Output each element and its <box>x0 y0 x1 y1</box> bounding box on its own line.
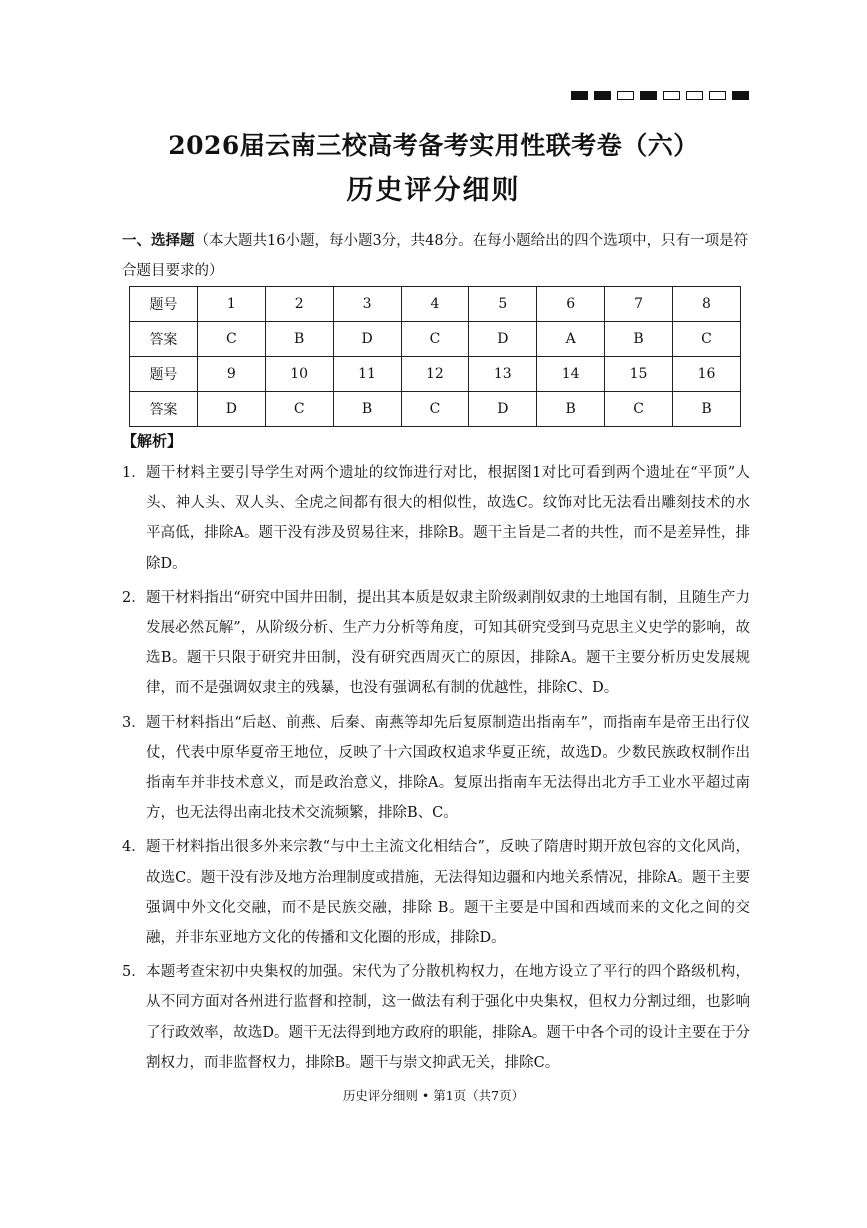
marker-block <box>594 91 611 100</box>
marker-block <box>686 91 703 100</box>
table-cell: 2 <box>265 287 333 322</box>
marker-block <box>640 91 657 100</box>
table-cell: 题号 <box>130 357 198 392</box>
item-number: 3． <box>122 714 146 731</box>
table-cell: 答案 <box>130 322 198 357</box>
table-cell: A <box>537 322 605 357</box>
marker-block <box>709 91 726 100</box>
table-cell: C <box>401 322 469 357</box>
section-instructions: （本大题共16小题，每小题3分，共48分。在每小题给出的四个选项中，只有一项是符合题目要求的） <box>122 233 749 279</box>
section-heading: 一、选择题 <box>122 232 195 249</box>
page-footer: 历史评分细则 • 第1页（共7页） <box>342 1088 525 1103</box>
table-cell: 题号 <box>130 287 198 322</box>
item-text: 本题考查宋初中央集权的加强。宋代为了分散机构权力，在地方设立了平行的四个路级机构，从不同方面对各州进行监督和控制，这一做法有利于强化中央集权，但权力分割过细，也影响了行政效率，故选D。题干无法得到地方政府的职能，排除A。题干中各个司的设计主要在于分割权力，而非监督权力，排除B。题干与崇文抑武无关，排除C。 <box>146 964 750 1071</box>
item-number: 1． <box>122 465 146 481</box>
table-cell: 4 <box>401 287 469 322</box>
list-item <box>122 583 750 704</box>
table-cell: 11 <box>333 357 401 392</box>
item-text: 题干材料主要引导学生对两个遗址的纹饰进行对比，根据图1对比可看到两个遗址在“平顶”人头、神人头、双人头、全虎之间都有很大的相似性，故选C。纹饰对比无法看出雕刻技术的水平高低，排除A。题干没有涉及贸易往来，排除B。题干主旨是二者的共性，而不是差异性，排除D。 <box>146 465 750 572</box>
table-cell: 10 <box>265 357 333 392</box>
table-cell: 15 <box>605 357 673 392</box>
exam-title: 2026届云南三校高考备考实用性联考卷（六） <box>168 131 699 160</box>
table-cell: B <box>605 322 673 357</box>
table-cell: 6 <box>537 287 605 322</box>
table-cell: 16 <box>673 357 741 392</box>
table-cell: B <box>537 392 605 427</box>
marker-block <box>617 91 634 100</box>
table-cell: B <box>333 392 401 427</box>
marker-block <box>732 91 749 100</box>
table-cell: D <box>469 392 537 427</box>
table-cell: 1 <box>197 287 265 322</box>
item-text: 题干材料指出“后赵、前燕、后秦、南燕等却先后复原制造出指南车”，而指南车是帝王出行仪仗，代表中原华夏帝王地位，反映了十六国政权追求华夏正统，故选D。少数民族政权制作出指南车并非技术意义，而是政治意义，排除A。复原出指南车无法得出北方手工业水平超过南方，也无法得出南北技术交流频繁，排除B、C。 <box>146 714 750 822</box>
table-cell: C <box>605 392 673 427</box>
item-number: 4． <box>122 839 146 856</box>
list-item <box>122 458 750 579</box>
table-cell: 14 <box>537 357 605 392</box>
table-cell: C <box>673 322 741 357</box>
analysis-heading: 【解析】 <box>122 432 183 450</box>
table-cell: 8 <box>673 287 741 322</box>
table-cell: C <box>197 322 265 357</box>
marker-block <box>663 91 680 100</box>
table-cell: C <box>401 392 469 427</box>
table-cell: 5 <box>469 287 537 322</box>
item-number: 5． <box>122 964 146 981</box>
table-cell: 9 <box>197 357 265 392</box>
table-cell: 12 <box>401 357 469 392</box>
table-cell: D <box>469 322 537 357</box>
table-cell: 13 <box>469 357 537 392</box>
table-cell: B <box>265 322 333 357</box>
answer-table <box>129 286 741 427</box>
table-cell: 7 <box>605 287 673 322</box>
section-intro <box>122 226 750 286</box>
table-cell: 3 <box>333 287 401 322</box>
table-row <box>130 287 741 322</box>
exam-subtitle: 历史评分细则 <box>346 175 521 206</box>
table-cell: C <box>265 392 333 427</box>
item-text: 题干材料指出“研究中国井田制，提出其本质是奴隶主阶级剥削奴隶的土地国有制，且随生产力发展必然瓦解”，从阶级分析、生产力分析等角度，可知其研究受到马克思主义史学的影响，故选B。题干只限于研究井田制，没有研究西周灭亡的原因，排除A。题干主要分析历史发展规律，而不是强调奴隶主的残暴，也没有强调私有制的优越性，排除C、D。 <box>146 589 750 697</box>
analysis-list <box>122 458 750 1082</box>
page-code-marker <box>571 91 749 100</box>
item-number: 2． <box>122 589 146 606</box>
table-cell: D <box>333 322 401 357</box>
table-cell: 答案 <box>130 392 198 427</box>
item-text: 题干材料指出很多外来宗教“与中土主流文化相结合”，反映了隋唐时期开放包容的文化风尚，故选C。题干没有涉及地方治理制度或措施，无法得知边疆和内地关系情况，排除A。题干主要强调中外文化交融，而不是民族交融，排除 B。题干主要是中国和西域而来的文化之间的交融，并非东亚地方文化的传播和文化圈的形成，排除D。 <box>146 839 750 947</box>
table-row <box>130 357 741 392</box>
table-cell: D <box>197 392 265 427</box>
marker-block <box>571 91 588 100</box>
list-item <box>122 708 750 829</box>
list-item <box>122 832 750 953</box>
table-row <box>130 322 741 357</box>
table-cell: B <box>673 392 741 427</box>
list-item <box>122 957 750 1078</box>
table-row <box>130 392 741 427</box>
